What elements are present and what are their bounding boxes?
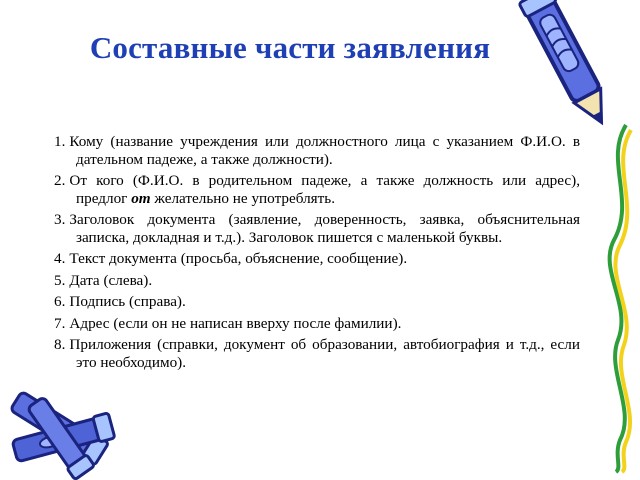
slide-title: Составные части заявления — [89, 30, 491, 65]
item-text: Дата (слева). — [69, 271, 153, 289]
item-number: 1. — [54, 133, 66, 150]
list-item — [54, 315, 580, 333]
item-text: Заголовок документа (заявление, доверенность, заявка, объяснительная записка, докладная и т.д.). Заголовок пишется с маленькой буквы. — [69, 211, 580, 246]
pencils-bundle-icon — [0, 388, 120, 480]
list-item — [54, 172, 580, 207]
list-item — [54, 293, 580, 311]
item-number: 7. — [54, 314, 66, 332]
item-number: 6. — [54, 293, 66, 310]
item-text: Подпись (справа). — [69, 293, 186, 310]
list-item — [54, 336, 580, 371]
list-item — [54, 250, 580, 268]
item-emphasis: от — [131, 189, 151, 207]
item-number: 3. — [54, 211, 66, 228]
item-text: Кому (название учреждения или должностного лица с указанием Ф.И.О. в дательном падеже, а также должности). — [69, 133, 580, 168]
item-text: От кого (Ф.И.О. в родительном падеже, а также должность или адрес), предлог — [69, 172, 580, 207]
requirements-list — [54, 133, 580, 375]
list-item — [54, 211, 580, 246]
item-text: Приложения (справки, документ об образовании, автобиография и т.д., если это необходимо). — [69, 336, 580, 371]
item-number: 5. — [54, 271, 66, 289]
item-number: 4. — [54, 250, 66, 267]
list-item — [54, 272, 580, 290]
item-text: Адрес (если он не написан вверху после фамилии). — [69, 314, 402, 332]
item-text: Текст документа (просьба, объяснение, сообщение). — [69, 250, 408, 267]
item-number: 8. — [54, 336, 66, 353]
item-number: 2. — [54, 172, 66, 189]
list-item — [54, 133, 580, 168]
ribbon-swirl-icon — [596, 120, 640, 475]
item-text-tail: желательно не употреблять. — [150, 189, 335, 207]
